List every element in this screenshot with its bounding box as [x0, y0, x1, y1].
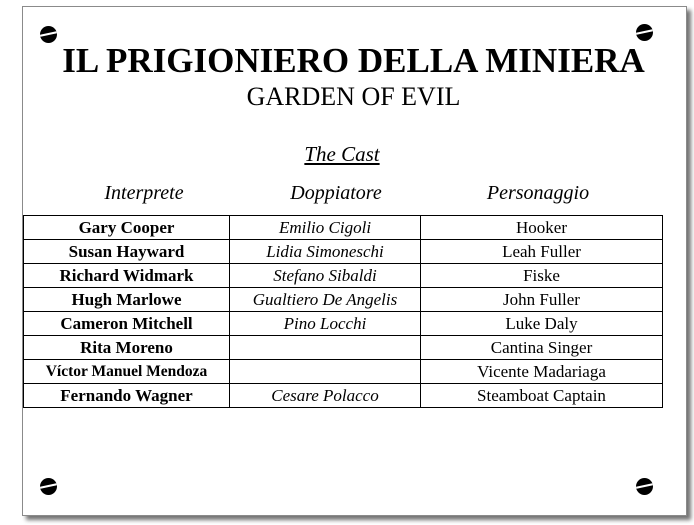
character-cell: Steamboat Captain [421, 384, 663, 408]
actor-cell: Hugh Marlowe [24, 288, 230, 312]
character-cell: Hooker [421, 216, 663, 240]
actor-cell: Víctor Manuel Mendoza [24, 360, 230, 384]
section-heading [22, 141, 662, 167]
dubber-cell: Cesare Polacco [230, 384, 421, 408]
column-header-character: Personaggio [486, 182, 590, 204]
dubber-cell: Emilio Cigoli [230, 216, 421, 240]
page-subtitle: GARDEN OF EVIL [246, 82, 461, 111]
column-header-dubber: Doppiatore [290, 182, 382, 204]
character-cell: Vicente Madariaga [421, 360, 663, 384]
actor-cell: Fernando Wagner [24, 384, 230, 408]
screw-bottom-right-icon [636, 478, 653, 495]
actor-cell: Rita Moreno [24, 336, 230, 360]
table-row [24, 216, 663, 240]
cast-table [23, 215, 663, 408]
dubber-cell: Pino Locchi [230, 312, 421, 336]
table-row [24, 240, 663, 264]
page-title: IL PRIGIONIERO DELLA MINIERA [62, 41, 645, 80]
character-cell: Cantina Singer [421, 336, 663, 360]
character-cell: Luke Daly [421, 312, 663, 336]
table-row [24, 312, 663, 336]
character-cell: John Fuller [421, 288, 663, 312]
dubber-cell: Gualtiero De Angelis [230, 288, 421, 312]
actor-cell: Gary Cooper [24, 216, 230, 240]
table-row [24, 336, 663, 360]
dubber-cell: Stefano Sibaldi [230, 264, 421, 288]
screw-bottom-left-icon [40, 478, 57, 495]
table-row [24, 360, 663, 384]
section-heading-text: The Cast [304, 142, 380, 166]
dubber-cell: Lidia Simoneschi [230, 240, 421, 264]
dubber-cell [230, 336, 421, 360]
actor-cell: Cameron Mitchell [24, 312, 230, 336]
actor-cell: Susan Hayward [24, 240, 230, 264]
table-row [24, 264, 663, 288]
dubber-cell [230, 360, 421, 384]
screw-top-right-icon [636, 24, 653, 41]
table-row [24, 288, 663, 312]
actor-cell: Richard Widmark [24, 264, 230, 288]
column-header-actor: Interprete [104, 182, 184, 204]
character-cell: Fiske [421, 264, 663, 288]
table-row [24, 384, 663, 408]
character-cell: Leah Fuller [421, 240, 663, 264]
